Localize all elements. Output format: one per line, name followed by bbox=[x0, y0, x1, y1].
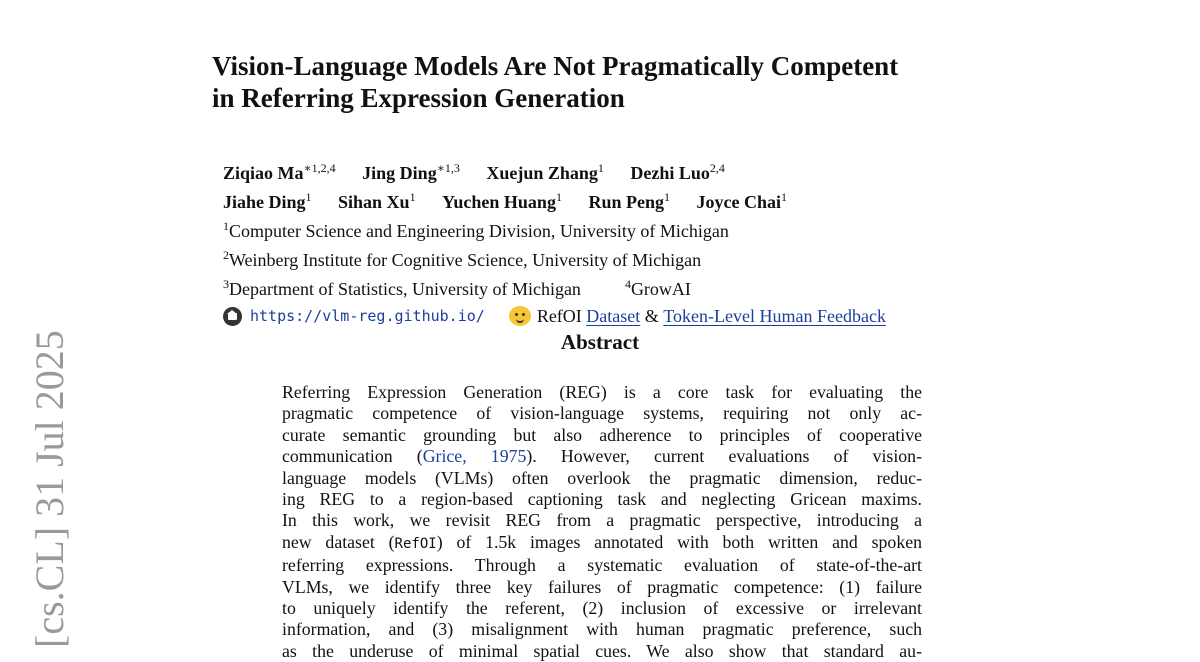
project-url-link[interactable]: https://vlm-reg.github.io/ bbox=[250, 307, 485, 325]
author-ziqiao-ma: Ziqiao $Ma^{∗1,2,4}$ bbox=[223, 161, 336, 183]
citation-grice-link[interactable]: Grice, 1975 bbox=[422, 446, 527, 467]
affiliation-1: $^1$Computer Science and Engineering Division, University of Michigan bbox=[223, 219, 729, 241]
dataset-name-refoi: RefOI bbox=[394, 535, 437, 552]
author-dezhi-luo: Dezhi Luo$^{2,4}$ bbox=[630, 161, 725, 183]
dataset-link[interactable]: Dataset bbox=[586, 306, 641, 326]
author-xuejun-zhang: Xuejun Zhang$^1$ bbox=[486, 161, 604, 183]
abstract-body bbox=[282, 382, 922, 662]
abstract-line: information, and (3) misalignment with human pragmatic preference, such bbox=[282, 619, 922, 640]
author-jiahe-ding: Jiahe Ding$^1$ bbox=[223, 190, 312, 212]
abstract-line: to uniquely identify the referent, (2) inclusion of excessive or irrelevant bbox=[282, 598, 922, 619]
author-sihan-xu: Sihan Xu$^1$ bbox=[338, 190, 416, 212]
author-row-2 bbox=[223, 185, 1003, 214]
author-run-peng: Run Peng$^1$ bbox=[588, 190, 670, 212]
resource-links bbox=[223, 304, 1003, 328]
affiliation-4: $^4$GrowAI bbox=[624, 277, 691, 299]
affiliation-2: $^2$Weinberg Institute for Cognitive Science, University of Michigan bbox=[223, 248, 702, 270]
abstract-line: VLMs, we identify three key failures of pragmatic competence: (1) failure bbox=[282, 576, 922, 597]
paper-title bbox=[212, 50, 1032, 114]
author-jing-ding: Jing Ding$^{∗1,3}$ bbox=[362, 161, 460, 183]
abstract-line: In this work, we revisit REG from a pragmatic perspective, introducing a bbox=[282, 510, 922, 531]
title-line-2: in Referring Expression Generation bbox=[212, 83, 625, 113]
abstract-line: new dataset (RefOI) of 1.5k images annotated with both written and spoken bbox=[282, 531, 922, 552]
abstract-heading: Abstract bbox=[560, 330, 640, 354]
abstract-line: communication (Grice, 1975). However, current evaluations of vision- bbox=[282, 446, 922, 467]
abstract-line: curate semantic grounding but also adherence to principles of cooperative bbox=[282, 424, 922, 445]
abstract-line: pragmatic competence of vision-language systems, requiring not only ac- bbox=[282, 403, 922, 424]
arxiv-side-stamp: [cs.CL] 31 Jul 2025 bbox=[27, 330, 72, 648]
huggingface-icon bbox=[509, 306, 531, 326]
abstract-line: referring expressions. Through a systematic evaluation of state-of-the-art bbox=[282, 555, 922, 576]
author-yuchen-huang: Yuchen Huang$^1$ bbox=[442, 190, 562, 212]
affiliation-3-4: $^3$Department of Statistics, University of Michigan $^4$GrowAI bbox=[223, 277, 691, 299]
author-block bbox=[223, 156, 1003, 328]
abstract-line: ing REG to a region-based captioning task and neglecting Gricean maxims. bbox=[282, 489, 922, 510]
author-joyce-chai: Joyce Chai$^1$ bbox=[696, 190, 787, 212]
github-icon bbox=[223, 307, 242, 326]
feedback-link[interactable]: Token-Level Human Feedback bbox=[663, 306, 886, 326]
refoi-label: RefOI bbox=[536, 306, 582, 326]
ampersand: & bbox=[644, 306, 659, 326]
abstract-line: as the underuse of minimal spatial cues. We also show that standard au- bbox=[282, 640, 922, 661]
abstract-line: Referring Expression Generation (REG) is a core task for evaluating the bbox=[282, 382, 922, 402]
title-line-1: Vision-Language Models Are Not Pragmatically Competent bbox=[212, 51, 899, 81]
abstract-line: language models (VLMs) often overlook the pragmatic dimension, reduc- bbox=[282, 467, 922, 488]
author-row-1 bbox=[223, 156, 1003, 185]
